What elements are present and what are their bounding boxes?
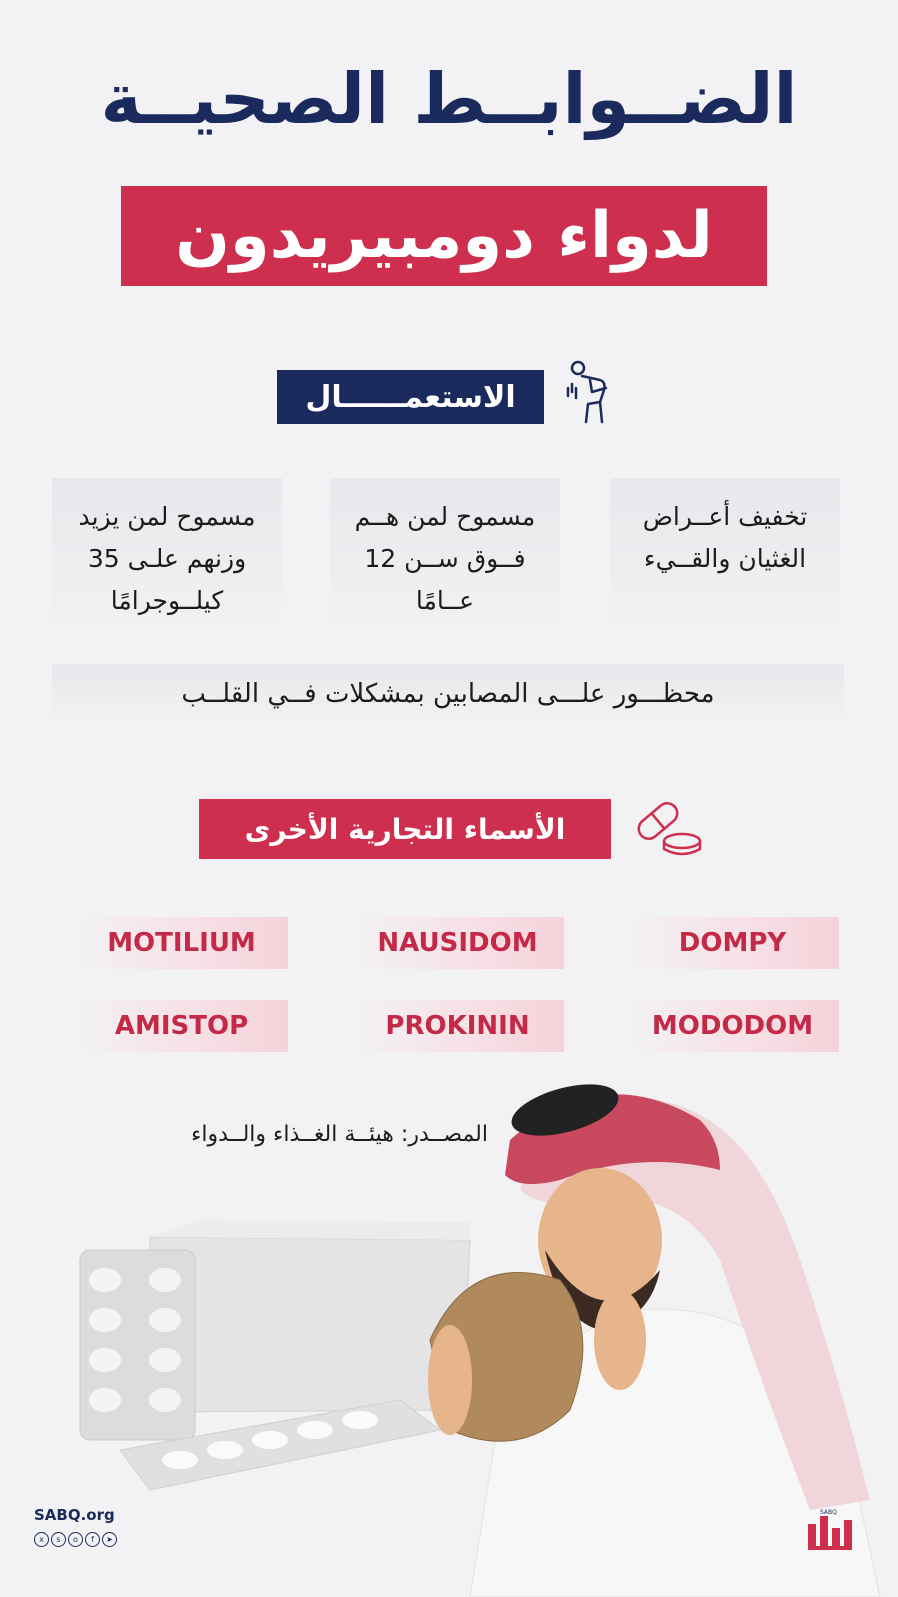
usage-card-line: وزنهم علـى 35 (87, 544, 247, 573)
instagram-icon[interactable]: o (68, 1532, 83, 1547)
x-icon[interactable]: x (34, 1532, 49, 1547)
footer-branding (34, 1506, 119, 1547)
page-title: الضــوابــط الصحيــة (100, 58, 798, 140)
illustration (0, 1080, 898, 1597)
usage-card-line: تخفيف أعــراض (642, 502, 808, 531)
brands-label: الأسماء التجارية الأخرى (244, 812, 566, 846)
sabq-logo (806, 1506, 864, 1554)
usage-section-label (277, 370, 544, 424)
brand-name-tag (351, 1000, 564, 1052)
usage-card (330, 478, 560, 633)
usage-card-line: عــامًا (415, 586, 475, 615)
brand-name-tag (75, 917, 288, 969)
brand-name-tag (75, 1000, 288, 1052)
usage-card-line: مسموح لمن يزيد (78, 502, 256, 531)
brand-name: MODODOM (651, 1011, 814, 1041)
usage-card-line: كيلــوجرامًا (110, 586, 224, 615)
logo-small-text: SABQ (820, 1509, 837, 1516)
usage-card (52, 478, 282, 633)
brand-name: NAUSIDOM (377, 928, 538, 958)
nausea-person-icon (566, 358, 618, 426)
brand-name-tag (351, 917, 564, 969)
usage-card-line: مسموح لمن هــم (354, 502, 536, 531)
subtitle: لدواء دومبيريدون (175, 199, 713, 273)
brand-name: DOMPY (678, 928, 787, 958)
brand-name: AMISTOP (114, 1011, 249, 1041)
site-url[interactable]: SABQ.org (34, 1506, 115, 1524)
medicine-box (150, 1220, 470, 1412)
usage-card-line: الغثيان والقــيء (643, 544, 807, 573)
subtitle-banner (121, 186, 767, 286)
brand-name-tag (626, 1000, 839, 1052)
pills-icon (632, 795, 702, 861)
warning-banner (52, 664, 844, 724)
warning-text: محظـــور علـــى المصابين بمشكلات فــي القلــب (181, 679, 715, 709)
telegram-icon[interactable]: ➤ (102, 1532, 117, 1547)
snapchat-icon[interactable]: s (51, 1532, 66, 1547)
source-text: المصــدر: هيئــة الغــذاء والــدواء (191, 1122, 488, 1147)
brand-name: PROKININ (385, 1011, 530, 1041)
usage-card-line: فــوق ســن 12 (364, 544, 526, 573)
brand-name: MOTILIUM (107, 928, 256, 958)
brands-section-label (199, 799, 611, 859)
usage-label: الاستعمــــــال (305, 379, 516, 415)
facebook-icon[interactable]: f (85, 1532, 100, 1547)
usage-card (610, 478, 840, 633)
brand-name-tag (626, 917, 839, 969)
